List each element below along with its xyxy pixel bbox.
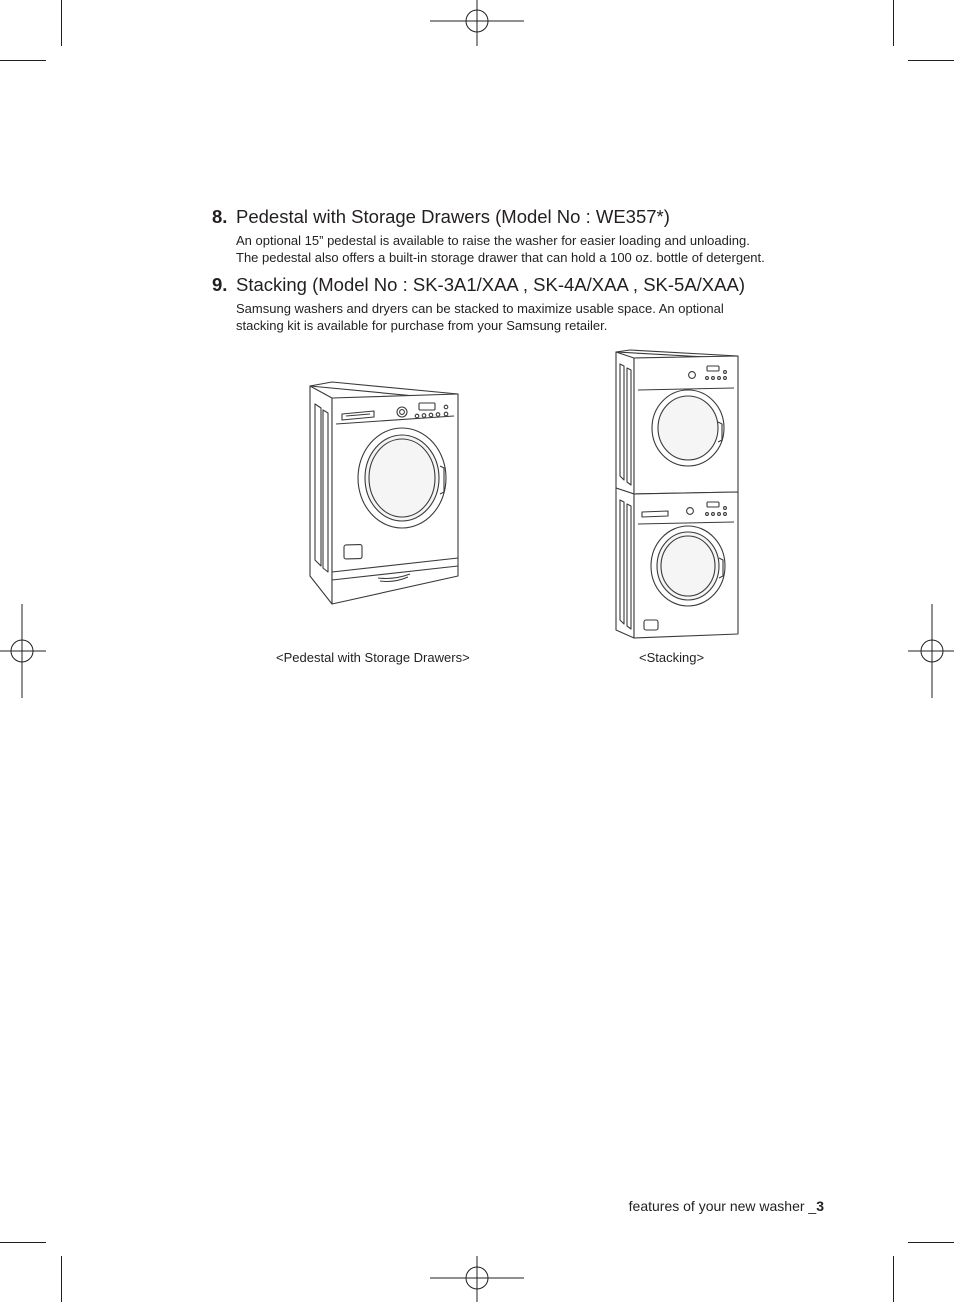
body-line: stacking kit is available for purchase from your Samsung retailer. [236,318,608,333]
crop-mark [908,1242,954,1243]
figure-caption-pedestal: <Pedestal with Storage Drawers> [276,650,470,665]
crop-mark [893,0,894,46]
section-number: 8. [212,206,228,227]
registration-mark-left [0,604,46,698]
figure-caption-stacking: <Stacking> [639,650,705,665]
page-number: 3 [816,1198,824,1214]
pedestal-washer-illustration [306,380,464,608]
section-stacking [212,274,832,334]
crop-mark [61,1256,62,1302]
section-heading [212,274,832,296]
crop-mark [0,60,46,61]
page-footer [629,1197,824,1215]
body-line: The pedestal also offers a built-in storage drawer that can hold a 100 oz. bottle of detergent. [236,250,765,265]
body-line: An optional 15” pedestal is available to raise the washer for easier loading and unloading. [236,233,750,248]
stacking-illustration [612,348,742,640]
section-title: Pedestal with Storage Drawers (Model No : WE357*) [236,206,670,227]
section-pedestal [212,206,832,266]
crop-mark [893,1256,894,1302]
section-number: 9. [212,274,228,295]
body-line: Samsung washers and dryers can be stacked to maximize usable space. An optional [236,301,724,316]
footer-text: features of your new washer _ [628,1198,817,1214]
registration-mark-top [430,0,524,46]
crop-mark [61,0,62,46]
section-title: Stacking (Model No : SK-3A1/XAA , SK-4A/XAA , SK-5A/XAA) [236,274,745,295]
section-heading [212,206,832,228]
section-body [236,232,832,266]
section-body [236,300,832,334]
crop-mark [908,60,954,61]
registration-mark-bottom [430,1256,524,1302]
registration-mark-right [908,604,954,698]
crop-mark [0,1242,46,1243]
